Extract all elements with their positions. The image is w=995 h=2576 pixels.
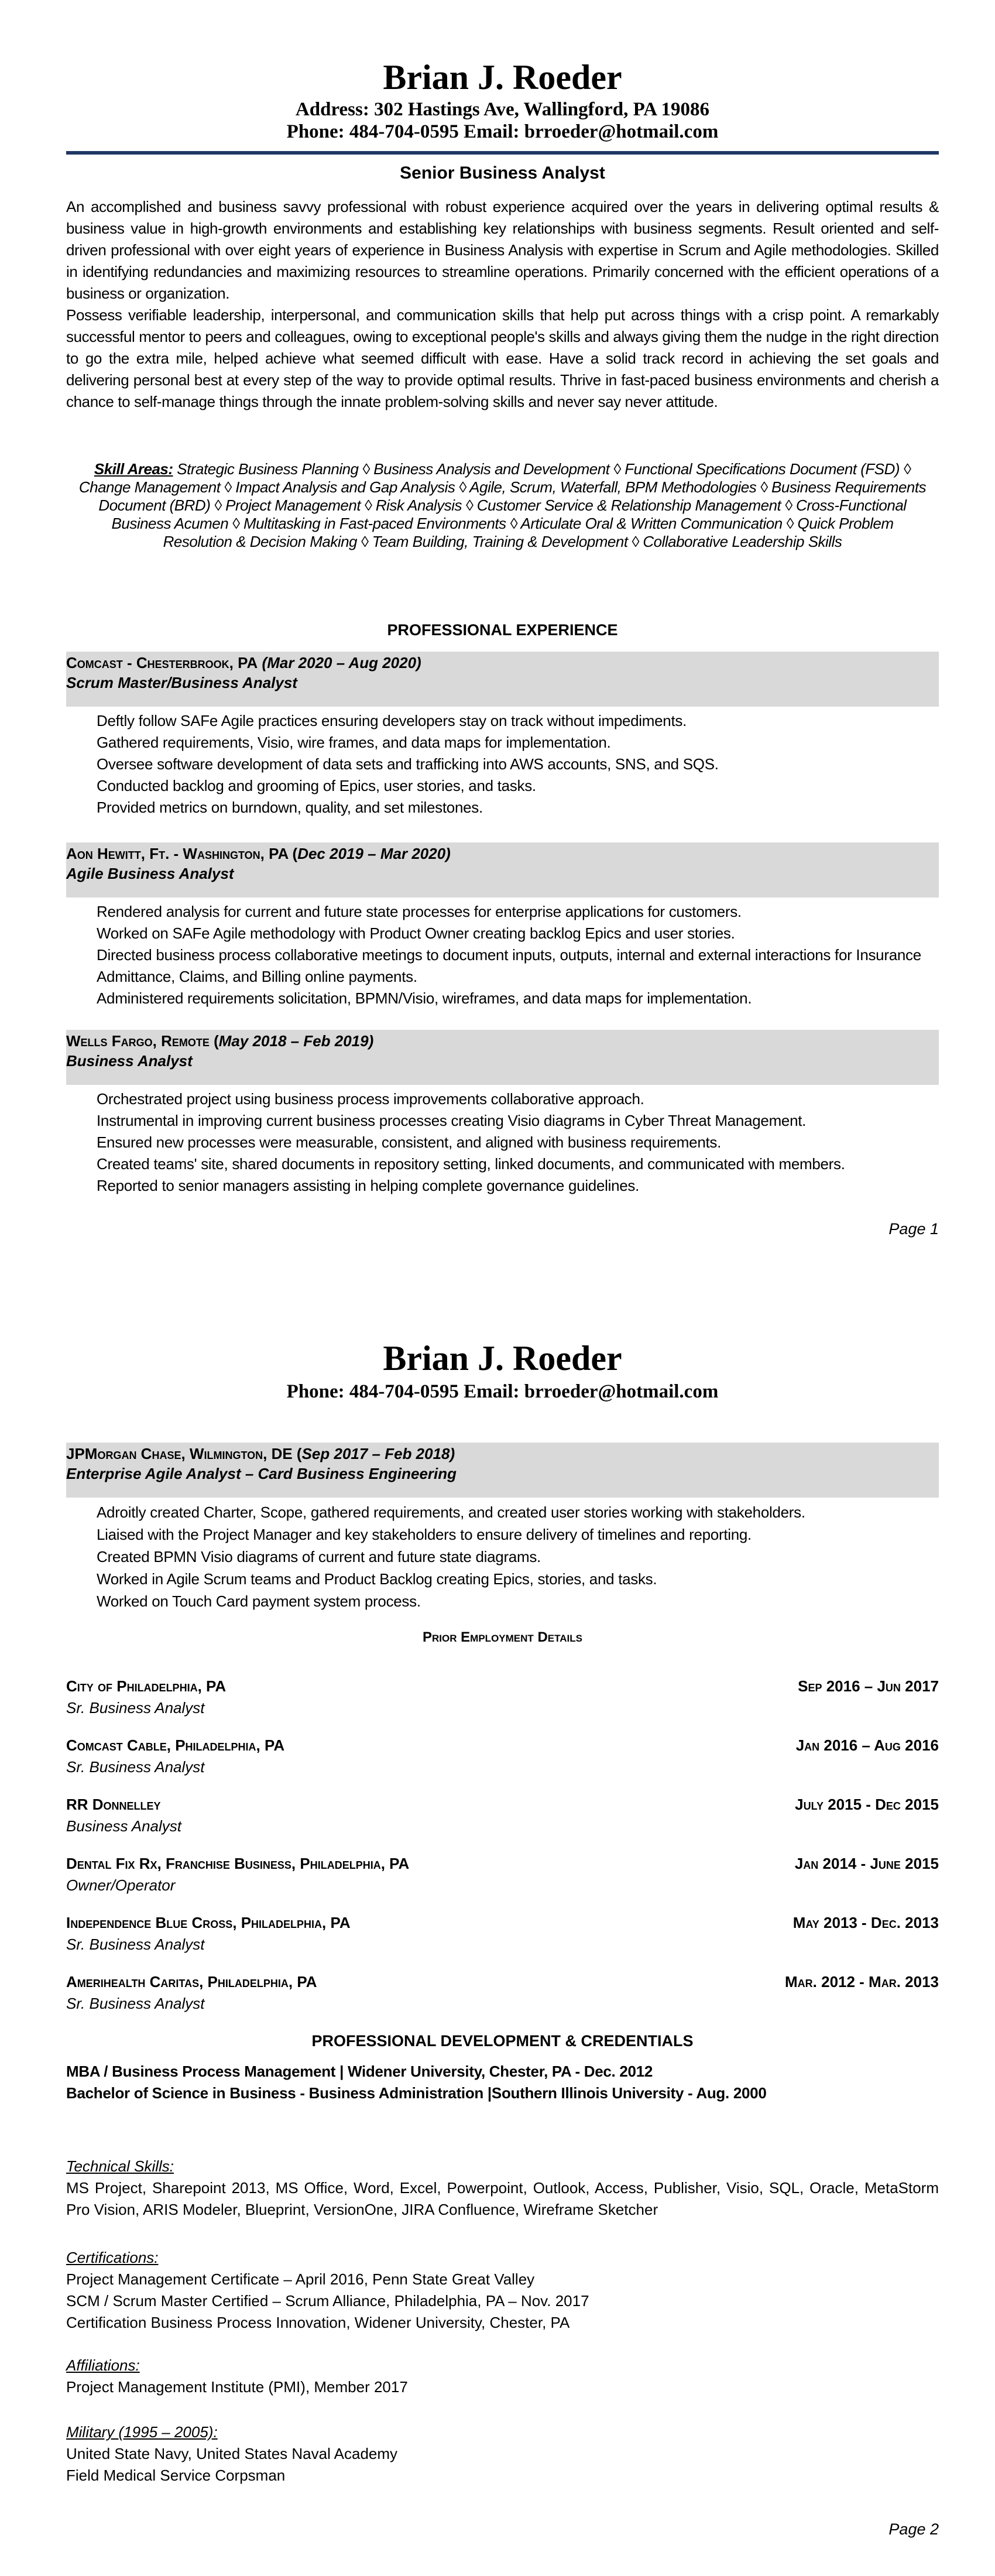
education-item: Bachelor of Science in Business - Business Administration |Southern Illinois University - Aug. 2000 — [66, 2084, 767, 2102]
job-bullet: Deftly follow SAFe Agile practices ensuring developers stay on track without impediments. — [97, 712, 687, 729]
prior-title: Business Analyst — [66, 1817, 182, 1835]
prior-dates: Sep 2016 – Jun 2017 — [798, 1677, 939, 1695]
address: Address: 302 Hastings Ave, Wallingford, PA 19086 — [295, 99, 710, 120]
prior-title: Sr. Business Analyst — [66, 1936, 205, 1953]
education-item: MBA / Business Process Management | Widener University, Chester, PA - Dec. 2012 — [66, 2063, 653, 2080]
prior-title: Sr. Business Analyst — [66, 1758, 205, 1776]
job-bullet: Gathered requirements, Visio, wire frames, and data maps for implementation. — [97, 734, 611, 751]
skill-areas — [66, 460, 939, 551]
prior-company: City of Philadelphia, PA — [66, 1677, 227, 1695]
job-bullet: Reported to senior managers assisting in helping complete governance guidelines. — [97, 1177, 640, 1194]
summary-paragraph-2: Possess verifiable leadership, interpersonal, and communication skills that help put across things with a crisp point. A remarkably successful mentor to peers and colleagues, owing to exceptional people's skills and always giving them the nudge in the right direction to go the extra mile, helped achieve what seemed difficult with ease. Have a solid track record in achieving the set goals and delivering personal best at every step of the way to provide optimal results. Thrive in fast-paced business environments and cherish a chance to self-manage things through the innate problem-solving skills and never say never attitude. — [66, 306, 939, 410]
prior-company: Amerihealth Caritas, Philadelphia, PA — [66, 1973, 317, 1991]
prior-title: Owner/Operator — [66, 1876, 176, 1894]
header-divider — [66, 151, 939, 155]
prior-job — [66, 1912, 939, 1955]
prior-dates: Mar. 2012 - Mar. 2013 — [785, 1973, 939, 1991]
credentials-heading: PROFESSIONAL DEVELOPMENT & CREDENTIALS — [311, 2032, 694, 2050]
job-bullet: Worked in Agile Scrum teams and Product Backlog creating Epics, stories, and tasks. — [97, 1570, 657, 1588]
certification-item: SCM / Scrum Master Certified – Scrum Alliance, Philadelphia, PA – Nov. 2017 — [66, 2292, 589, 2310]
job-bullet: Directed business process collaborative meetings to document inputs, outputs, internal and external interactions for Insurance Admittance, Claims, and Billing online payments. — [97, 946, 921, 985]
job-header — [66, 1443, 939, 1498]
certification-item: Certification Business Process Innovation, Widener University, Chester, PA — [66, 2314, 570, 2331]
prior-title: Sr. Business Analyst — [66, 1699, 205, 1717]
resume-title: Senior Business Analyst — [400, 163, 605, 183]
prior-employment-heading: Prior Employment Details — [423, 1629, 582, 1645]
job-bullet: Administered requirements solicitation, BPMN/Visio, wireframes, and data maps for implementation. — [97, 989, 752, 1007]
prior-dates: July 2015 - Dec 2015 — [795, 1796, 939, 1813]
job-role: Scrum Master/Business Analyst — [66, 674, 297, 691]
education — [66, 2061, 939, 2104]
prior-job — [66, 1735, 939, 1778]
prior-job — [66, 1676, 939, 1719]
certifications — [66, 2247, 939, 2334]
job-dates: (Mar 2020 – Aug 2020) — [262, 654, 421, 672]
prior-dates: Jan 2016 – Aug 2016 — [795, 1736, 939, 1754]
job-bullet: Ensured new processes were measurable, consistent, and aligned with business requirements. — [97, 1133, 722, 1151]
resume-name: Brian J. Roeder — [383, 58, 622, 97]
job-bullet: Worked on SAFe Agile methodology with Product Owner creating backlog Epics and user stories. — [97, 924, 735, 942]
skill-areas-label: Skill Areas: — [94, 460, 173, 478]
job-role: Enterprise Agile Analyst – Card Business Engineering — [66, 1465, 457, 1482]
job-comcast — [66, 652, 939, 818]
affiliation-item: Project Management Institute (PMI), Member 2017 — [66, 2378, 408, 2396]
job-bullet: Oversee software development of data sets and trafficking into AWS accounts, SNS, and SQS. — [97, 755, 719, 773]
prior-job — [66, 1794, 939, 1837]
military — [66, 2421, 939, 2486]
job-role: Agile Business Analyst — [66, 865, 234, 882]
affiliations — [66, 2355, 939, 2398]
military-label: Military (1995 – 2005): — [66, 2423, 218, 2441]
job-header — [66, 652, 939, 707]
prior-dates: May 2013 - Dec. 2013 — [792, 1914, 939, 1931]
job-bullet: Rendered analysis for current and future state processes for enterprise applications for customers. — [97, 903, 742, 920]
job-wells-fargo — [66, 1030, 939, 1197]
page-number-1: Page 1 — [888, 1220, 939, 1238]
job-bullet: Conducted backlog and grooming of Epics, user stories, and tasks. — [97, 777, 536, 794]
prior-dates: Jan 2014 - June 2015 — [794, 1855, 939, 1872]
job-role: Business Analyst — [66, 1052, 193, 1070]
certifications-label: Certifications: — [66, 2249, 159, 2266]
technical-skills-text: MS Project, Sharepoint 2013, MS Office, Word, Excel, Powerpoint, Outlook, Access, Publisher, Visio, SQL, Oracle, MetaStorm Pro Vision, ARIS Modeler, Blueprint, VersionOne, JIRA Confluence, Wireframe Sketcher — [66, 2179, 939, 2218]
job-company: Aon Hewitt, Ft. - Washington, PA ( — [66, 845, 298, 862]
job-bullet: Instrumental in improving current business processes creating Visio diagrams in Cyber Threat Management. — [97, 1112, 807, 1129]
job-bullet: Created teams' site, shared documents in repository setting, linked documents, and communicated with members. — [97, 1155, 845, 1173]
page2-name: Brian J. Roeder — [383, 1339, 622, 1378]
job-company: JPMorgan Chase, Wilmington, DE ( — [66, 1445, 302, 1462]
military-item: United State Navy, United States Naval Academy — [66, 2445, 398, 2462]
job-header — [66, 842, 939, 898]
job-jpmorgan — [66, 1443, 939, 1612]
prior-job — [66, 1971, 939, 2015]
phone-email: Phone: 484-704-0595 Email: brroeder@hotmail.com — [286, 121, 719, 142]
prior-company: RR Donnelley — [66, 1796, 161, 1813]
technical-skills — [66, 2156, 939, 2221]
job-dates: May 2018 – Feb 2019) — [218, 1032, 374, 1050]
job-aon-hewitt — [66, 842, 939, 1009]
prior-title: Sr. Business Analyst — [66, 1995, 205, 2012]
job-company: Wells Fargo, Remote ( — [66, 1032, 219, 1050]
page2-phone-email: Phone: 484-704-0595 Email: brroeder@hotmail.com — [286, 1381, 719, 1402]
job-header — [66, 1030, 939, 1085]
experience-heading: PROFESSIONAL EXPERIENCE — [387, 621, 618, 639]
job-company: Comcast - Chesterbrook, PA — [66, 654, 258, 672]
page-number-2: Page 2 — [888, 2520, 939, 2538]
certification-item: Project Management Certificate – April 2016, Penn State Great Valley — [66, 2270, 535, 2288]
technical-skills-label: Technical Skills: — [66, 2157, 174, 2175]
affiliations-label: Affiliations: — [66, 2356, 140, 2374]
job-bullet: Provided metrics on burndown, quality, and set milestones. — [97, 799, 483, 816]
job-bullet: Created BPMN Visio diagrams of current and future state diagrams. — [97, 1548, 541, 1566]
job-bullet: Worked on Touch Card payment system process. — [97, 1592, 421, 1610]
prior-company: Dental Fix Rx, Franchise Business, Philadelphia, PA — [66, 1855, 410, 1872]
job-dates: Dec 2019 – Mar 2020) — [297, 845, 451, 862]
job-bullet: Adroitly created Charter, Scope, gathered requirements, and created user stories working with stakeholders. — [97, 1503, 805, 1521]
prior-company: Comcast Cable, Philadelphia, PA — [66, 1736, 285, 1754]
job-dates: Sep 2017 – Feb 2018) — [301, 1445, 455, 1462]
skill-areas-text: Strategic Business Planning ◊ Business Analysis and Development ◊ Functional Specifications Document (FSD) ◊ Change Management ◊ Impact Analysis and Gap Analysis ◊ Agile, Scrum, Waterfall, BPM Methodologies ◊ Business Requirements Document (BRD) ◊ Project Management ◊ Risk Analysis ◊ Customer Service & Relationship Management ◊ Cross-Functional Business Acumen ◊ Multitasking in Fast-paced Environments ◊ Articulate Oral & Written Communication ◊ Quick Problem Resolution & Decision Making ◊ Team Building, Training & Development ◊ Collaborative Leadership Skills — [78, 460, 927, 550]
prior-company: Independence Blue Cross, Philadelphia, PA — [66, 1914, 351, 1931]
job-bullet: Liaised with the Project Manager and key stakeholders to ensure delivery of timelines and reporting. — [97, 1526, 752, 1543]
prior-job — [66, 1853, 939, 1896]
summary-paragraph-1: An accomplished and business savvy professional with robust experience acquired over the years in delivering optimal results & business value in high-growth environments and establishing key relationships with business segments. Result oriented and self-driven professional with over eight years of experience in Business Analysis with expertise in Scrum and Agile methodologies. Skilled in identifying redundancies and maximizing resources to streamline operations. Primarily concerned with the efficient operations of a business or organization. — [66, 198, 939, 302]
job-bullet: Orchestrated project using business process improvements collaborative approach. — [97, 1090, 644, 1108]
military-item: Field Medical Service Corpsman — [66, 2467, 286, 2484]
